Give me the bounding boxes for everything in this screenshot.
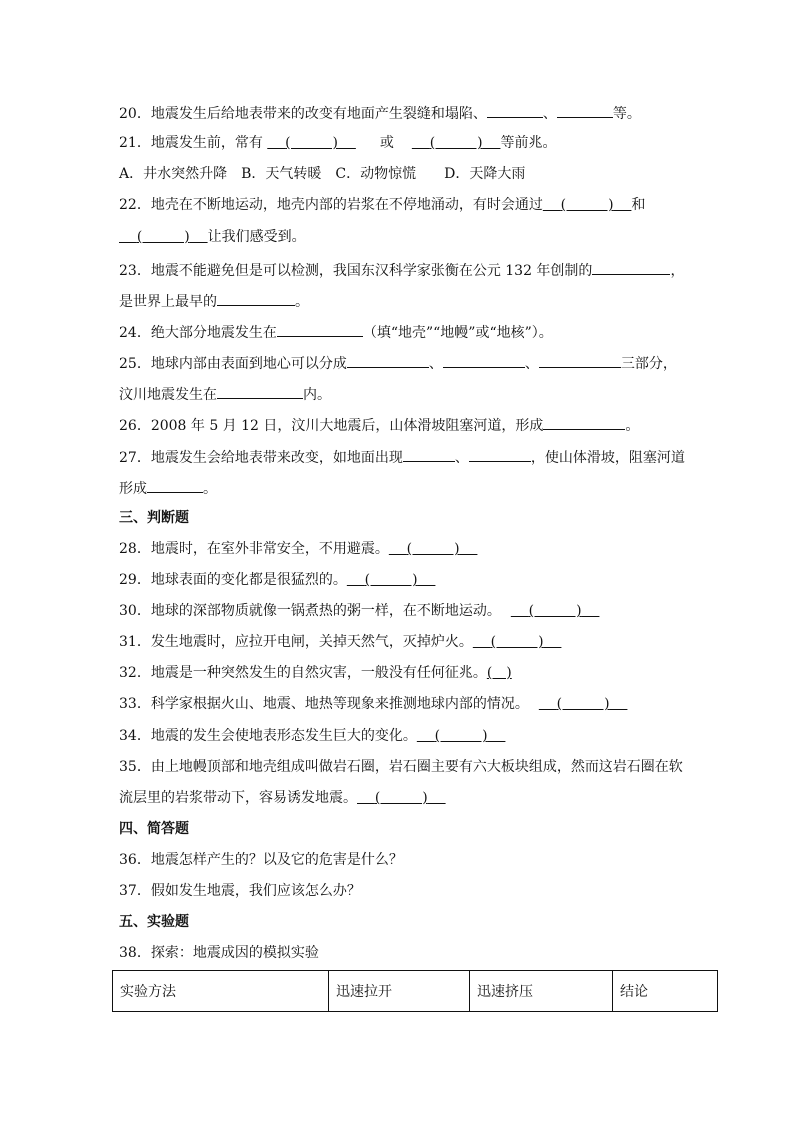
question-27: 27．地震发生会给地表带来改变，如地面出现 、 ，使山体滑坡，阻塞河道 [119, 446, 685, 468]
answer-blank[interactable]: ( ) [285, 135, 339, 151]
question-21: 21．地震发生前，常有 ( ) 或 ( ) 等前兆。 [119, 135, 557, 151]
table-header-cell: 迅速挤压 [470, 971, 613, 1012]
answer-blank[interactable]: ( ) [556, 696, 610, 712]
table-row [113, 971, 718, 1012]
table-header-cell: 迅速拉开 [329, 971, 470, 1012]
answer-blank[interactable] [147, 477, 203, 493]
question-27-cont: 形成 。 [119, 477, 217, 499]
answer-blank[interactable] [539, 352, 621, 368]
answer-blank[interactable] [543, 414, 625, 430]
question-20: 20．地震发生后给地表带来的改变有地面产生裂缝和塌陷、 、 等。 [119, 102, 641, 124]
question-22: 22．地壳在不断地运动，地壳内部的岩浆在不停地涌动，有时会通过 ( ) 和 [119, 197, 646, 213]
question-23-cont: 是世界上最早的 。 [119, 290, 309, 312]
question-22-cont: ( ) 让我们感受到。 [119, 227, 306, 247]
answer-blank[interactable] [347, 352, 429, 368]
answer-blank[interactable] [592, 259, 670, 275]
table-header-cell: 实验方法 [113, 971, 329, 1012]
question-30: 30．地球的深部物质就像一锅煮热的粥一样，在不断地运动。 ( ) [119, 601, 599, 621]
question-32: 32．地震是一种突然发生的自然灾害，一般没有任何征兆。( ) [119, 665, 512, 681]
section-heading-experiment: 五、实验题 [119, 914, 189, 930]
answer-blank[interactable]: ( ) [406, 541, 460, 557]
experiment-table [112, 970, 718, 1012]
answer-blank[interactable] [443, 352, 525, 368]
answer-blank[interactable] [487, 102, 543, 118]
table-header-cell: 结论 [613, 971, 718, 1012]
section-heading-short-answer: 四、简答题 [119, 821, 189, 837]
answer-blank[interactable]: ( ) [374, 790, 428, 806]
answer-blank[interactable]: ( ) [434, 728, 488, 744]
question-23: 23．地震不能避免但是可以检测，我国东汉科学家张衡在公元 132 年创制的 ， [119, 259, 684, 281]
answer-blank[interactable] [217, 383, 303, 399]
answer-blank[interactable]: ( ) [490, 634, 544, 650]
question-36: 36．地震怎样产生的？以及它的危害是什么？ [119, 852, 403, 868]
question-31: 31．发生地震时，应拉开电闸，关掉天然气，灭掉炉火。 ( ) [119, 632, 561, 652]
question-26: 26．2008 年 5 月 12 日，汶川大地震后，山体滑坡阻塞河道，形成 。 [119, 414, 639, 436]
question-28: 28．地震时，在室外非常安全，不用避震。 ( ) [119, 539, 477, 559]
answer-blank[interactable] [403, 446, 455, 462]
question-33: 33．科学家根据火山、地震、地热等现象来推测地球内部的情况。 ( ) [119, 694, 627, 714]
answer-blank[interactable]: ( ) [364, 572, 418, 588]
answer-blank[interactable]: ( ) [429, 135, 483, 151]
question-35: 35．由上地幔顶部和地壳组成叫做岩石圈，岩石圈主要有六大板块组成，然而这岩石圈在软 [119, 759, 683, 775]
answer-blank[interactable] [217, 290, 295, 306]
answer-blank[interactable]: ( ) [136, 229, 190, 245]
section-heading-judgement: 三、判断题 [119, 510, 189, 526]
answer-blank[interactable]: ( ) [486, 665, 512, 681]
answer-blank[interactable] [557, 102, 613, 118]
question-38: 38．探索：地震成因的模拟实验 [119, 945, 319, 961]
answer-blank[interactable]: ( ) [560, 197, 614, 213]
question-21-options: A．井水突然升降 B．天气转暖 C．动物惊慌 D．天降大雨 [119, 166, 526, 182]
answer-blank[interactable] [277, 321, 363, 337]
answer-blank[interactable] [469, 446, 531, 462]
question-34: 34．地震的发生会使地表形态发生巨大的变化。 ( ) [119, 726, 505, 746]
question-29: 29．地球表面的变化都是很猛烈的。 ( ) [119, 570, 435, 590]
question-35-cont: 流层里的岩浆带动下，容易诱发地震。 ( ) [119, 788, 446, 808]
question-37: 37．假如发生地震，我们应该怎么办？ [119, 883, 361, 899]
question-24: 24．绝大部分地震发生在 （填“地壳”“地幔”或“地核”）。 [119, 321, 553, 343]
answer-blank[interactable]: ( ) [528, 603, 582, 619]
question-25-cont: 汶川地震发生在 内。 [119, 383, 331, 405]
question-25: 25．地球内部由表面到地心可以分成 、 、 三部分， [119, 352, 677, 374]
